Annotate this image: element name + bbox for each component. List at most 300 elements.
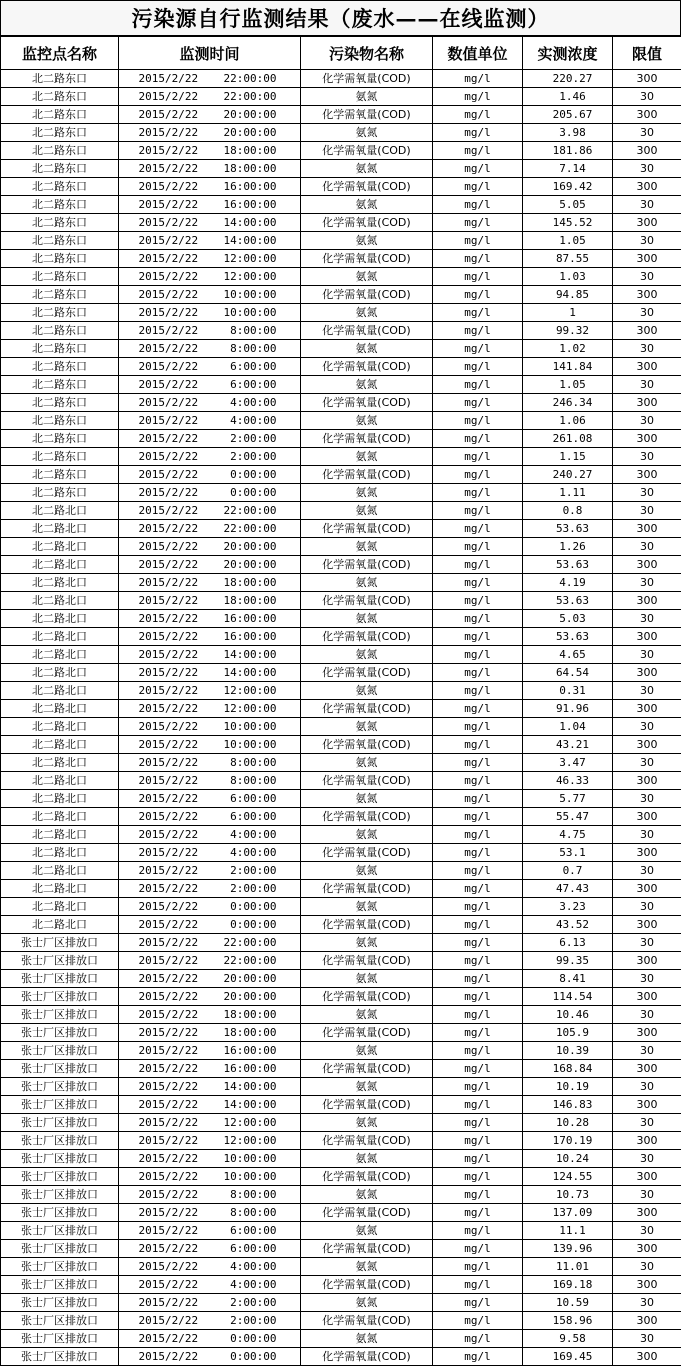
cell-limit: 300: [613, 358, 681, 376]
cell-site: 北二路东口: [1, 322, 119, 340]
cell-time: [119, 502, 301, 520]
cell-unit: mg/l: [433, 1258, 523, 1276]
cell-time: [119, 556, 301, 574]
cell-measured: 246.34: [523, 394, 613, 412]
cell-pollutant: 氨氮: [301, 1222, 433, 1240]
cell-clock: 18:00:00: [215, 1006, 295, 1023]
cell-time: [119, 628, 301, 646]
cell-clock: 20:00:00: [215, 556, 295, 573]
cell-time: [119, 1006, 301, 1024]
cell-site: 北二路东口: [1, 232, 119, 250]
cell-limit: 30: [613, 196, 681, 214]
cell-time: [119, 1330, 301, 1348]
cell-unit: mg/l: [433, 232, 523, 250]
cell-unit: mg/l: [433, 520, 523, 538]
cell-clock: 20:00:00: [215, 124, 295, 141]
cell-measured: 1.04: [523, 718, 613, 736]
cell-clock: 8:00:00: [215, 772, 295, 789]
cell-unit: mg/l: [433, 610, 523, 628]
cell-pollutant: 氨氮: [301, 826, 433, 844]
cell-site: 张士厂区排放口: [1, 1024, 119, 1042]
cell-measured: 181.86: [523, 142, 613, 160]
cell-date: 2015/2/22: [125, 88, 215, 105]
cell-time: [119, 1114, 301, 1132]
results-table: [0, 36, 681, 1366]
cell-site: 北二路北口: [1, 664, 119, 682]
cell-limit: 300: [613, 1312, 681, 1330]
cell-limit: 300: [613, 322, 681, 340]
cell-limit: 300: [613, 808, 681, 826]
table-row: [1, 682, 681, 700]
table-row: [1, 1186, 681, 1204]
table-row: [1, 1114, 681, 1132]
table-row: [1, 1168, 681, 1186]
cell-site: 北二路北口: [1, 520, 119, 538]
table-row: [1, 1258, 681, 1276]
cell-pollutant: 氨氮: [301, 574, 433, 592]
cell-clock: 18:00:00: [215, 592, 295, 609]
table-row: [1, 1330, 681, 1348]
cell-pollutant: 化学需氧量(COD): [301, 520, 433, 538]
cell-clock: 0:00:00: [215, 466, 295, 483]
cell-limit: 300: [613, 1204, 681, 1222]
cell-clock: 4:00:00: [215, 844, 295, 861]
cell-time: [119, 1294, 301, 1312]
cell-site: 北二路东口: [1, 358, 119, 376]
cell-date: 2015/2/22: [125, 862, 215, 879]
cell-measured: 145.52: [523, 214, 613, 232]
table-row: [1, 286, 681, 304]
cell-measured: 169.18: [523, 1276, 613, 1294]
cell-site: 北二路北口: [1, 772, 119, 790]
cell-limit: 30: [613, 1006, 681, 1024]
cell-date: 2015/2/22: [125, 1312, 215, 1329]
table-row: [1, 340, 681, 358]
cell-pollutant: 化学需氧量(COD): [301, 1276, 433, 1294]
cell-pollutant: 氨氮: [301, 718, 433, 736]
cell-clock: 2:00:00: [215, 1312, 295, 1329]
cell-date: 2015/2/22: [125, 430, 215, 447]
cell-pollutant: 化学需氧量(COD): [301, 988, 433, 1006]
cell-unit: mg/l: [433, 736, 523, 754]
cell-site: 北二路北口: [1, 592, 119, 610]
cell-unit: mg/l: [433, 430, 523, 448]
table-row: [1, 124, 681, 142]
cell-clock: 14:00:00: [215, 214, 295, 231]
col-header-unit: 数值单位: [433, 37, 523, 70]
cell-unit: mg/l: [433, 376, 523, 394]
cell-clock: 6:00:00: [215, 376, 295, 393]
cell-site: 北二路东口: [1, 376, 119, 394]
cell-site: 北二路东口: [1, 304, 119, 322]
cell-pollutant: 氨氮: [301, 340, 433, 358]
cell-site: 张士厂区排放口: [1, 1204, 119, 1222]
cell-limit: 300: [613, 520, 681, 538]
cell-clock: 12:00:00: [215, 1114, 295, 1131]
cell-date: 2015/2/22: [125, 178, 215, 195]
cell-pollutant: 化学需氧量(COD): [301, 628, 433, 646]
cell-date: 2015/2/22: [125, 754, 215, 771]
cell-measured: 1.05: [523, 376, 613, 394]
cell-clock: 0:00:00: [215, 484, 295, 501]
cell-site: 北二路北口: [1, 502, 119, 520]
cell-unit: mg/l: [433, 466, 523, 484]
table-row: [1, 646, 681, 664]
cell-limit: 300: [613, 844, 681, 862]
cell-measured: 5.77: [523, 790, 613, 808]
cell-limit: 300: [613, 664, 681, 682]
cell-time: [119, 1168, 301, 1186]
cell-measured: 7.14: [523, 160, 613, 178]
cell-site: 北二路东口: [1, 448, 119, 466]
cell-unit: mg/l: [433, 1240, 523, 1258]
table-row: [1, 1078, 681, 1096]
cell-measured: 169.45: [523, 1348, 613, 1366]
cell-pollutant: 氨氮: [301, 196, 433, 214]
col-header-pollutant: 污染物名称: [301, 37, 433, 70]
cell-date: 2015/2/22: [125, 1060, 215, 1077]
cell-unit: mg/l: [433, 898, 523, 916]
cell-unit: mg/l: [433, 250, 523, 268]
cell-unit: mg/l: [433, 106, 523, 124]
cell-measured: 10.24: [523, 1150, 613, 1168]
cell-limit: 30: [613, 754, 681, 772]
table-row: [1, 916, 681, 934]
cell-measured: 240.27: [523, 466, 613, 484]
cell-pollutant: 氨氮: [301, 754, 433, 772]
cell-clock: 6:00:00: [215, 1240, 295, 1257]
cell-clock: 20:00:00: [215, 538, 295, 555]
cell-unit: mg/l: [433, 592, 523, 610]
cell-time: [119, 808, 301, 826]
cell-site: 北二路东口: [1, 124, 119, 142]
table-row: [1, 988, 681, 1006]
cell-measured: 53.1: [523, 844, 613, 862]
cell-time: [119, 178, 301, 196]
cell-unit: mg/l: [433, 214, 523, 232]
table-row: [1, 736, 681, 754]
cell-time: [119, 196, 301, 214]
cell-date: 2015/2/22: [125, 628, 215, 645]
cell-date: 2015/2/22: [125, 520, 215, 537]
cell-clock: 22:00:00: [215, 88, 295, 105]
table-row: [1, 934, 681, 952]
cell-measured: 64.54: [523, 664, 613, 682]
table-row: [1, 196, 681, 214]
cell-site: 北二路北口: [1, 682, 119, 700]
cell-measured: 10.39: [523, 1042, 613, 1060]
cell-measured: 6.13: [523, 934, 613, 952]
table-row: [1, 1006, 681, 1024]
cell-date: 2015/2/22: [125, 250, 215, 267]
cell-limit: 300: [613, 916, 681, 934]
cell-pollutant: 化学需氧量(COD): [301, 214, 433, 232]
cell-measured: 141.84: [523, 358, 613, 376]
cell-limit: 30: [613, 1330, 681, 1348]
cell-date: 2015/2/22: [125, 484, 215, 501]
cell-date: 2015/2/22: [125, 934, 215, 951]
cell-date: 2015/2/22: [125, 142, 215, 159]
table-row: [1, 214, 681, 232]
cell-measured: 5.03: [523, 610, 613, 628]
cell-unit: mg/l: [433, 1096, 523, 1114]
cell-clock: 4:00:00: [215, 1276, 295, 1293]
cell-clock: 10:00:00: [215, 286, 295, 303]
cell-unit: mg/l: [433, 538, 523, 556]
cell-pollutant: 化学需氧量(COD): [301, 322, 433, 340]
cell-date: 2015/2/22: [125, 124, 215, 141]
cell-pollutant: 氨氮: [301, 124, 433, 142]
cell-measured: 46.33: [523, 772, 613, 790]
table-row: [1, 556, 681, 574]
cell-measured: 1.02: [523, 340, 613, 358]
cell-time: [119, 826, 301, 844]
cell-measured: 205.67: [523, 106, 613, 124]
cell-date: 2015/2/22: [125, 646, 215, 663]
cell-site: 北二路北口: [1, 898, 119, 916]
cell-limit: 300: [613, 466, 681, 484]
cell-measured: 4.19: [523, 574, 613, 592]
cell-site: 张士厂区排放口: [1, 1186, 119, 1204]
cell-unit: mg/l: [433, 880, 523, 898]
cell-measured: 8.41: [523, 970, 613, 988]
cell-pollutant: 氨氮: [301, 502, 433, 520]
cell-pollutant: 氨氮: [301, 1078, 433, 1096]
cell-measured: 0.7: [523, 862, 613, 880]
cell-time: [119, 304, 301, 322]
cell-measured: 124.55: [523, 1168, 613, 1186]
table-row: [1, 232, 681, 250]
table-row: [1, 1240, 681, 1258]
cell-unit: mg/l: [433, 304, 523, 322]
cell-unit: mg/l: [433, 1276, 523, 1294]
cell-unit: mg/l: [433, 1330, 523, 1348]
cell-unit: mg/l: [433, 1150, 523, 1168]
cell-clock: 10:00:00: [215, 304, 295, 321]
cell-pollutant: 化学需氧量(COD): [301, 1060, 433, 1078]
cell-time: [119, 214, 301, 232]
table-row: [1, 1312, 681, 1330]
table-row: [1, 880, 681, 898]
cell-date: 2015/2/22: [125, 196, 215, 213]
cell-limit: 30: [613, 718, 681, 736]
cell-site: 张士厂区排放口: [1, 1114, 119, 1132]
cell-unit: mg/l: [433, 988, 523, 1006]
table-body: [1, 70, 681, 1366]
cell-clock: 6:00:00: [215, 790, 295, 807]
table-row: [1, 628, 681, 646]
cell-clock: 22:00:00: [215, 520, 295, 537]
cell-site: 北二路东口: [1, 178, 119, 196]
cell-unit: mg/l: [433, 1042, 523, 1060]
cell-unit: mg/l: [433, 340, 523, 358]
cell-time: [119, 1132, 301, 1150]
cell-pollutant: 化学需氧量(COD): [301, 556, 433, 574]
cell-date: 2015/2/22: [125, 394, 215, 411]
cell-unit: mg/l: [433, 1186, 523, 1204]
cell-unit: mg/l: [433, 682, 523, 700]
table-row: [1, 412, 681, 430]
cell-limit: 30: [613, 1150, 681, 1168]
cell-time: [119, 880, 301, 898]
cell-unit: mg/l: [433, 196, 523, 214]
cell-unit: mg/l: [433, 1078, 523, 1096]
cell-date: 2015/2/22: [125, 898, 215, 915]
cell-measured: 10.28: [523, 1114, 613, 1132]
cell-date: 2015/2/22: [125, 880, 215, 897]
cell-measured: 11.01: [523, 1258, 613, 1276]
cell-time: [119, 934, 301, 952]
cell-limit: 300: [613, 772, 681, 790]
cell-site: 张士厂区排放口: [1, 1330, 119, 1348]
cell-time: [119, 790, 301, 808]
cell-time: [119, 862, 301, 880]
cell-time: [119, 124, 301, 142]
cell-pollutant: 氨氮: [301, 610, 433, 628]
cell-limit: 30: [613, 682, 681, 700]
cell-pollutant: 氨氮: [301, 268, 433, 286]
cell-pollutant: 氨氮: [301, 88, 433, 106]
cell-measured: 55.47: [523, 808, 613, 826]
cell-clock: 8:00:00: [215, 1204, 295, 1221]
cell-clock: 0:00:00: [215, 916, 295, 933]
cell-unit: mg/l: [433, 484, 523, 502]
cell-site: 张士厂区排放口: [1, 1042, 119, 1060]
cell-clock: 0:00:00: [215, 1330, 295, 1347]
cell-limit: 30: [613, 862, 681, 880]
cell-limit: 30: [613, 610, 681, 628]
cell-date: 2015/2/22: [125, 106, 215, 123]
cell-measured: 1.06: [523, 412, 613, 430]
cell-site: 北二路东口: [1, 214, 119, 232]
cell-measured: 261.08: [523, 430, 613, 448]
cell-date: 2015/2/22: [125, 232, 215, 249]
cell-time: [119, 592, 301, 610]
table-row: [1, 1204, 681, 1222]
cell-site: 北二路北口: [1, 808, 119, 826]
cell-site: 北二路东口: [1, 250, 119, 268]
cell-pollutant: 化学需氧量(COD): [301, 880, 433, 898]
table-row: [1, 538, 681, 556]
cell-measured: 1.26: [523, 538, 613, 556]
cell-unit: mg/l: [433, 862, 523, 880]
cell-site: 张士厂区排放口: [1, 1060, 119, 1078]
cell-date: 2015/2/22: [125, 448, 215, 465]
cell-measured: 47.43: [523, 880, 613, 898]
cell-unit: mg/l: [433, 160, 523, 178]
cell-clock: 18:00:00: [215, 574, 295, 591]
cell-unit: mg/l: [433, 952, 523, 970]
cell-time: [119, 1078, 301, 1096]
cell-pollutant: 氨氮: [301, 1042, 433, 1060]
cell-limit: 300: [613, 142, 681, 160]
cell-time: [119, 1204, 301, 1222]
cell-limit: 30: [613, 574, 681, 592]
cell-limit: 300: [613, 1096, 681, 1114]
cell-site: 北二路北口: [1, 610, 119, 628]
cell-date: 2015/2/22: [125, 358, 215, 375]
cell-site: 北二路北口: [1, 754, 119, 772]
cell-pollutant: 氨氮: [301, 1330, 433, 1348]
cell-date: 2015/2/22: [125, 592, 215, 609]
cell-unit: mg/l: [433, 1132, 523, 1150]
cell-limit: 30: [613, 88, 681, 106]
cell-site: 北二路东口: [1, 466, 119, 484]
cell-time: [119, 898, 301, 916]
cell-unit: mg/l: [433, 412, 523, 430]
cell-time: [119, 88, 301, 106]
table-row: [1, 952, 681, 970]
cell-site: 张士厂区排放口: [1, 1132, 119, 1150]
cell-site: 北二路北口: [1, 862, 119, 880]
cell-site: 北二路北口: [1, 538, 119, 556]
cell-measured: 146.83: [523, 1096, 613, 1114]
table-row: [1, 1042, 681, 1060]
cell-site: 张士厂区排放口: [1, 1006, 119, 1024]
cell-pollutant: 化学需氧量(COD): [301, 1312, 433, 1330]
table-row: [1, 1060, 681, 1078]
cell-unit: mg/l: [433, 1348, 523, 1366]
cell-unit: mg/l: [433, 1222, 523, 1240]
cell-date: 2015/2/22: [125, 322, 215, 339]
cell-measured: 114.54: [523, 988, 613, 1006]
cell-clock: 12:00:00: [215, 250, 295, 267]
cell-time: [119, 736, 301, 754]
cell-time: [119, 988, 301, 1006]
cell-pollutant: 化学需氧量(COD): [301, 142, 433, 160]
cell-unit: mg/l: [433, 142, 523, 160]
cell-site: 北二路东口: [1, 160, 119, 178]
cell-date: 2015/2/22: [125, 214, 215, 231]
cell-time: [119, 682, 301, 700]
cell-site: 北二路北口: [1, 826, 119, 844]
cell-unit: mg/l: [433, 1168, 523, 1186]
cell-site: 北二路东口: [1, 484, 119, 502]
cell-time: [119, 1024, 301, 1042]
cell-unit: mg/l: [433, 178, 523, 196]
cell-site: 北二路东口: [1, 340, 119, 358]
table-row: [1, 358, 681, 376]
cell-limit: 300: [613, 592, 681, 610]
cell-time: [119, 700, 301, 718]
table-row: [1, 250, 681, 268]
table-row: [1, 610, 681, 628]
cell-measured: 1.15: [523, 448, 613, 466]
cell-clock: 6:00:00: [215, 1222, 295, 1239]
cell-limit: 30: [613, 232, 681, 250]
cell-site: 北二路东口: [1, 142, 119, 160]
cell-limit: 300: [613, 1168, 681, 1186]
cell-measured: 10.73: [523, 1186, 613, 1204]
cell-pollutant: 氨氮: [301, 1114, 433, 1132]
cell-unit: mg/l: [433, 124, 523, 142]
cell-site: 北二路北口: [1, 646, 119, 664]
cell-pollutant: 化学需氧量(COD): [301, 916, 433, 934]
table-row: [1, 1222, 681, 1240]
cell-date: 2015/2/22: [125, 1204, 215, 1221]
cell-date: 2015/2/22: [125, 772, 215, 789]
cell-measured: 10.59: [523, 1294, 613, 1312]
cell-clock: 20:00:00: [215, 106, 295, 123]
cell-clock: 18:00:00: [215, 1024, 295, 1041]
table-row: [1, 502, 681, 520]
cell-limit: 300: [613, 286, 681, 304]
cell-site: 北二路北口: [1, 574, 119, 592]
cell-site: 张士厂区排放口: [1, 1096, 119, 1114]
cell-time: [119, 754, 301, 772]
cell-clock: 12:00:00: [215, 1132, 295, 1149]
cell-site: 张士厂区排放口: [1, 1240, 119, 1258]
